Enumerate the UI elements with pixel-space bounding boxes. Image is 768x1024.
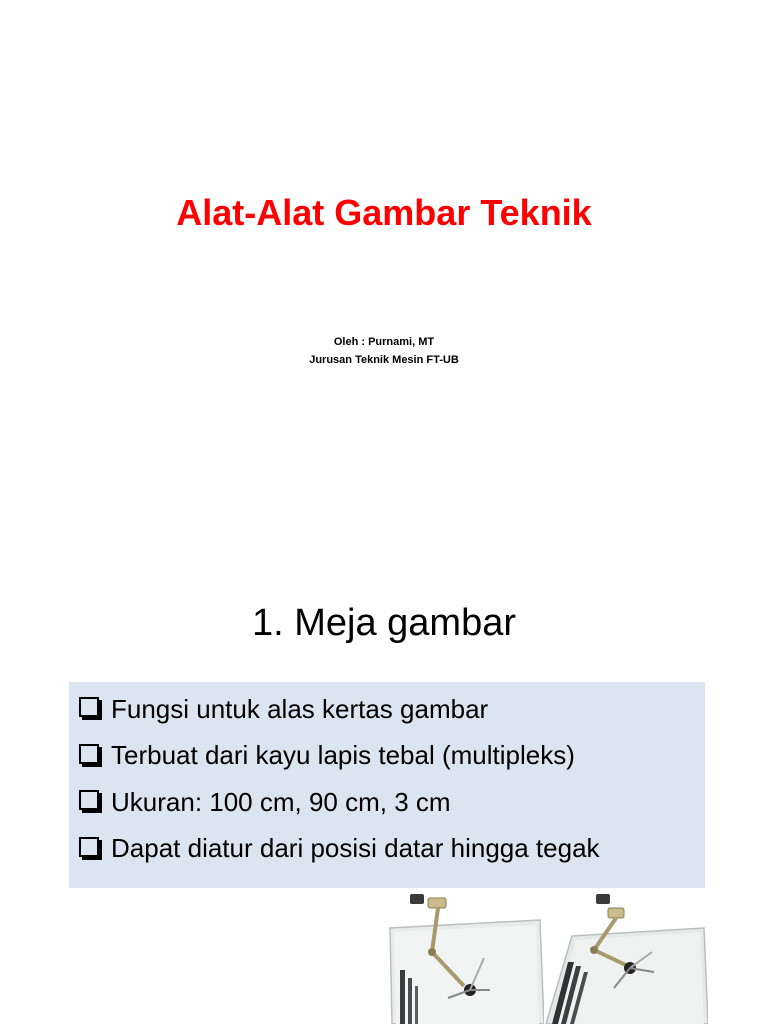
bullet-text: Fungsi untuk alas kertas gambar bbox=[111, 693, 489, 724]
section-title: 1. Meja gambar bbox=[251, 602, 516, 644]
bullet-text: Terbuat dari kayu lapis tebal (multipleks) bbox=[111, 740, 575, 771]
author-line: Oleh : Purnami, MT bbox=[333, 336, 435, 348]
drafting-table-photo-1 bbox=[388, 892, 548, 1024]
department-line: Jurusan Teknik Mesin FT-UB bbox=[309, 354, 459, 366]
checkbox-icon bbox=[79, 697, 99, 717]
bullet-box bbox=[69, 682, 705, 888]
content-slide bbox=[0, 576, 768, 1024]
checkbox-icon bbox=[79, 744, 99, 764]
bullet-list bbox=[69, 682, 705, 872]
bullet-text: Dapat diatur dari posisi datar hingga tegak bbox=[111, 833, 600, 864]
bullet-text: Ukuran: 100 cm, 90 cm, 3 cm bbox=[111, 786, 451, 817]
checkbox-icon bbox=[79, 790, 99, 810]
bullet-item bbox=[79, 779, 705, 826]
checkbox-icon bbox=[79, 837, 99, 857]
byline bbox=[0, 333, 768, 369]
bullet-item bbox=[79, 826, 705, 873]
slide-title: Alat-Alat Gambar Teknik bbox=[176, 192, 592, 233]
drafting-table-image-2 bbox=[544, 892, 708, 1024]
drafting-table-image-1 bbox=[388, 892, 548, 1024]
bullet-item bbox=[79, 733, 705, 780]
bullet-item bbox=[79, 686, 705, 733]
drafting-table-photo-2 bbox=[544, 892, 708, 1024]
